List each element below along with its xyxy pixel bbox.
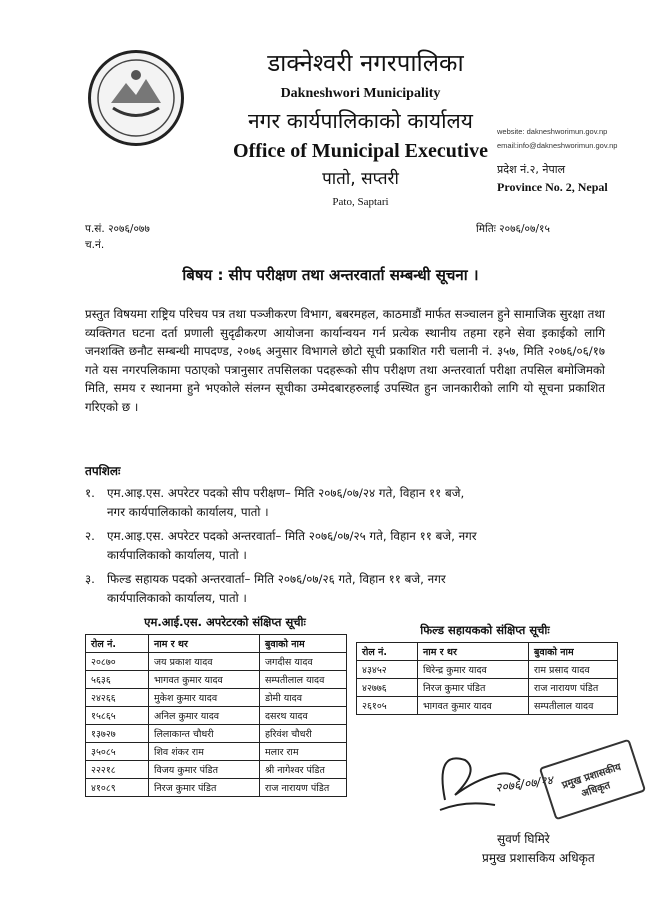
table-row [86,653,347,671]
details-list [85,484,615,608]
handwritten-date: २०७६/०७/१४ [494,773,554,795]
roll-no-cell: ४२७७६ [357,679,418,697]
detail-item-line2: कार्यपालिकाको कार्यालय, पातो । [107,591,247,605]
father-name-cell: सम्पतीलाल यादव [529,697,618,715]
letter-date: मितिः २०७६/०७/१५ [476,223,550,235]
detail-item-line1: फिल्ड सहायक पदको अन्तरवार्ता– मिति २०७६/०७/२६ गते, विहान ११ बजे, नगर [107,572,446,586]
name-cell: जय प्रकाश यादव [149,653,260,671]
official-stamp: प्रमुख प्रशासकीय अधिकृत [539,739,646,821]
father-name-cell: सम्पतीलाल यादव [260,671,347,689]
table1-title: एम.आई.एस. अपरेटरको संक्षिप्त सूचीः [144,615,306,629]
name-cell: धिरेन्द्र कुमार यादव [418,661,529,679]
roll-no-cell: ४३४५२ [357,661,418,679]
name-cell: निरज कुमार पंडित [149,779,260,797]
email: email:info@dakneshworimun.gov.np [497,141,618,150]
father-name-cell: दसरथ यादव [260,707,347,725]
name-cell: शिव शंकर राम [149,743,260,761]
roll-no-cell: २२२१८ [86,761,149,779]
table2-title: फिल्ड सहायकको संक्षिप्त सूचीः [420,623,550,637]
office-name-np: नगर कार्यपालिकाको कार्यालय [248,109,473,133]
detail-item-number: ३. [85,572,95,586]
name-cell: मुकेश कुमार यादव [149,689,260,707]
municipality-name-en: Dakneshwori Municipality [280,86,441,101]
table-row [86,689,347,707]
name-cell: भागवत कुमार यादव [418,697,529,715]
table-row [86,743,347,761]
father-name-cell: हरिवंश चौधरी [260,725,347,743]
name-cell: निरज कुमार पंडित [418,679,529,697]
table-row [86,725,347,743]
detail-item-line1: एम.आइ.एस. अपरेटर पदको सीप परीक्षण– मिति २०७६/०७/२४ गते, विहान ११ बजे, [107,486,465,500]
website: website: dakneshworimun.gov.np [497,127,608,136]
table-row [86,671,347,689]
field-assistant-table [356,642,618,715]
father-name-cell: डोमी यादव [260,689,347,707]
father-name-cell: राज नारायण पंडित [260,779,347,797]
mis-operator-table [85,634,347,797]
detail-item-line2: कार्यपालिकाको कार्यालय, पातो । [107,548,247,562]
dispatch-number: च.नं. [85,239,105,251]
roll-no-cell: १३७२७ [86,725,149,743]
signatory-name: सुवर्ण घिमिरे [497,832,550,846]
name-cell: विजय कुमार पंडित [149,761,260,779]
details-heading: तपशिलः [85,464,121,478]
letter-number: प.सं. २०७६/०७७ [85,223,150,235]
table-header-row [86,635,347,653]
detail-item [85,484,615,522]
name-cell: अनिल कुमार यादव [149,707,260,725]
detail-item [85,570,615,608]
column-header: बुवाको नाम [529,643,618,661]
father-name-cell: मलार राम [260,743,347,761]
table-row [357,661,618,679]
roll-no-cell: २४२६६ [86,689,149,707]
father-name-cell: राम प्रसाद यादव [529,661,618,679]
detail-item-number: १. [85,486,95,500]
name-cell: लिलाकान्त चौधरी [149,725,260,743]
detail-item [85,527,615,565]
table-row [86,779,347,797]
signatory-designation: प्रमुख प्रशासकिय अधिकृत [482,851,595,865]
name-cell: भागवत कुमार यादव [149,671,260,689]
province-en: Province No. 2, Nepal [497,180,608,194]
table-row [357,679,618,697]
roll-no-cell: २०८७० [86,653,149,671]
column-header: रोल नं. [86,635,149,653]
column-header: नाम र थर [149,635,260,653]
notice-body: प्रस्तुत विषयमा राष्ट्रिय परिचय पत्र तथा पञ्जीकरण विभाग, बबरमहल, काठमाडौं मार्फत सञ्चालन हुने सामाजिक सुरक्षा तथा व्यक्तिगत घटना दर्ता प्रणाली सुदृढीकरण आयोजना कार्यान्वयन गर्न प्रत्येक स्थानीय तहमा रहने सेवा इकाईको लागि जनशक्ति छनौट सम्बन्धी मापदण्ड, २०७६ अनुसार विभागले छोटो सूची प्रकाशित गरी चलानी नं. ३५७, मिति २०७६/०६/१७ गते यस नगरपलिकामा पठाएको पत्रानुसार तपसिलका पदहरूको सीप परीक्षण तथा अन्तरवार्ता परीक्षा तपसिल बमोजिमको मिति, समय र स्थानमा हुने भएकोले संलग्न सूचीका उम्मेदबारहरुलाई उपस्थित हुन जानकारीको लागि यो सूचना प्रकाशित गरिएको छ । [85,307,605,414]
province-np: प्रदेश नं.२, नेपाल [497,163,566,176]
subject: बिषय : सीप परीक्षण तथा अन्तरवार्ता सम्बन्धी सूचना । [182,266,479,284]
roll-no-cell: १५८६५ [86,707,149,725]
place-en: Pato, Saptari [332,196,389,208]
column-header: बुवाको नाम [260,635,347,653]
roll-no-cell: ५६३६ [86,671,149,689]
column-header: नाम र थर [418,643,529,661]
father-name-cell: जगदीस यादव [260,653,347,671]
detail-item-line2: नगर कार्यपालिकाको कार्यालय, पातो । [107,505,269,519]
table-row [86,707,347,725]
roll-no-cell: २६१०५ [357,697,418,715]
table-row [357,697,618,715]
table-header-row [357,643,618,661]
column-header: रोल नं. [357,643,418,661]
office-name-en: Office of Municipal Executive [233,140,488,162]
municipality-name-np: डाक्नेश्वरी नगरपालिका [267,49,464,77]
detail-item-line1: एम.आइ.एस. अपरेटर पदको अन्तरवार्ता– मिति २०७६/०७/२५ गते, विहान ११ बजे, नगर [107,529,477,543]
roll-no-cell: ३५०८५ [86,743,149,761]
detail-item-number: २. [85,529,95,543]
roll-no-cell: ४१०८९ [86,779,149,797]
father-name-cell: श्री नागेश्वर पंडित [260,761,347,779]
place-np: पातो, सप्तरी [322,169,399,189]
father-name-cell: राज नारायण पंडित [529,679,618,697]
table-row [86,761,347,779]
